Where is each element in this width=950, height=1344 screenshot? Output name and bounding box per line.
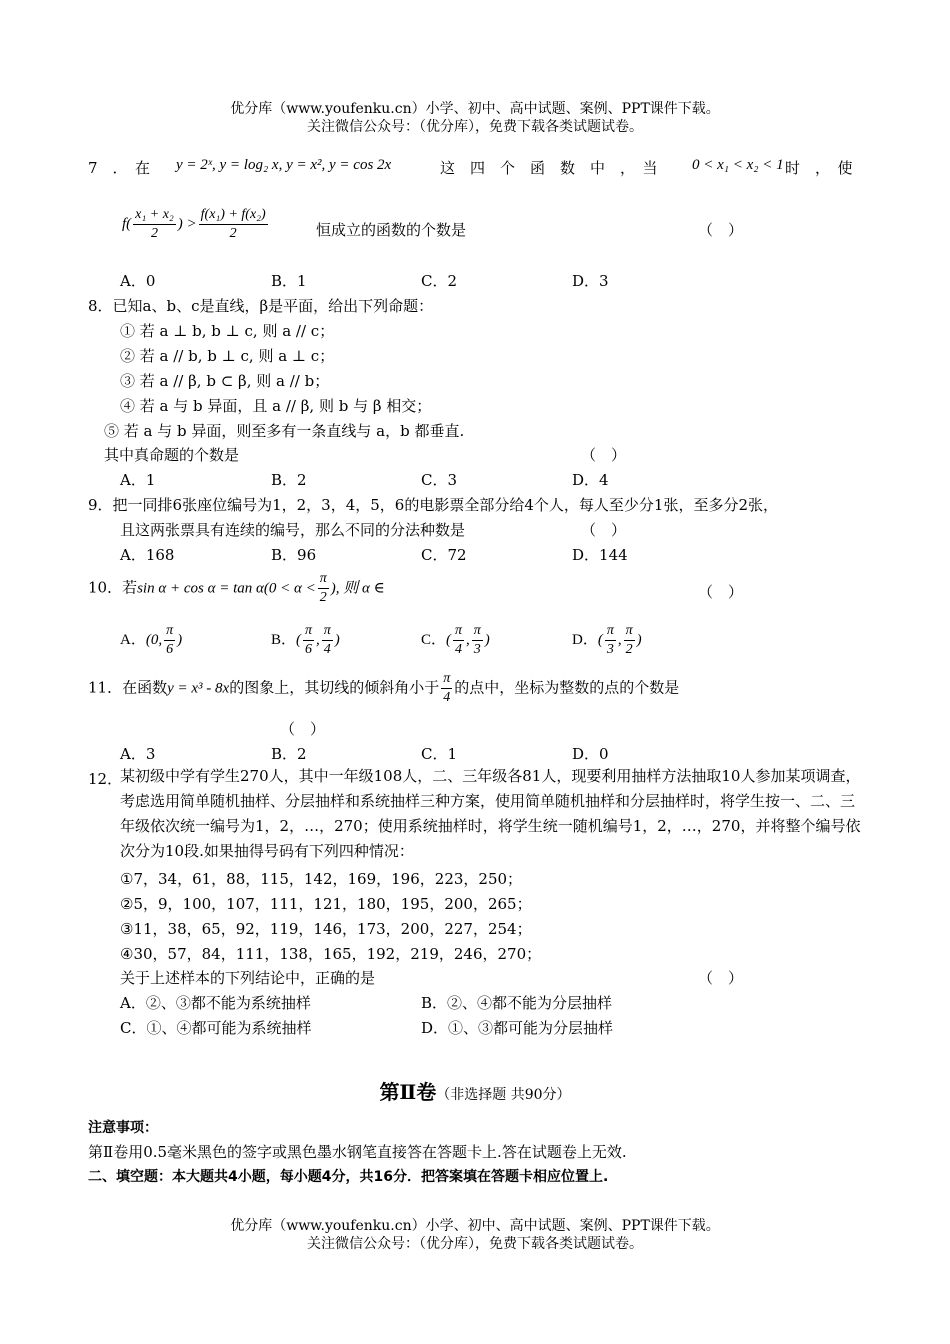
q10-option-b-num-1: π [303, 622, 314, 641]
q7-paren: （ ） [698, 221, 744, 239]
header-line-2: 关注微信公众号：（优分库），免费下载各类试题试卷。 [307, 119, 643, 135]
q10-option-c-den-1: 4 [455, 642, 463, 657]
q7-condition: 0 < x₁ < x₂ < 1 [692, 157, 784, 173]
q12-option-d: D．①、③都可能为分层抽样 [421, 1019, 614, 1037]
q8-option-b: B．2 [271, 471, 307, 489]
q9-paren: （ ） [581, 521, 627, 539]
q9-option-a: A．168 [120, 546, 175, 564]
q7-gt: ) > [177, 215, 197, 232]
q10-option-c-num-1: π [453, 622, 464, 641]
q9-option-c: C．72 [421, 546, 467, 564]
q12-question: 关于上述样本的下列结论中，正确的是 [120, 969, 376, 987]
q11-option-a: A．3 [120, 745, 156, 763]
q10-option-b-label: B． [271, 631, 297, 648]
q12-text: 某初级中学有学生270人，其中一年级108人，二、三年级各81人，现要利用抽样方法抽取10人参加某项调查，考虑选用简单随机抽样、分层抽样和系统抽样三种方案，使用简单随机抽样和分层抽样时，将学生按一、二、三年级依次统一编号为1，2，…，270；使用系统抽样时，将学生统一随机编号1，2，…，270，并将整个编号依次分为10段.如果抽得号码有下列四种情况： [120, 767, 861, 860]
q10-option-a-close: ) [177, 631, 183, 648]
q9-line-2: 且这两张票具有连续的编号，那么不同的分法种数是 [120, 521, 466, 539]
q10-option-c-close: ) [484, 631, 490, 648]
q8-option-a: A．1 [120, 471, 156, 489]
q7-stem-end: 恒成立的函数的个数是 [316, 221, 467, 239]
q12-paren: （ ） [698, 969, 744, 987]
q11-mid: 的图象上，其切线的倾斜角小于 [229, 678, 440, 697]
q7-tail: 时 ， 使 [785, 159, 853, 177]
q12-option-a: A．②、③都不能为系统抽样 [120, 994, 311, 1012]
q10-expr: sin α + cos α = tan α(0 < α < [137, 580, 316, 597]
q10-two: 2 [319, 590, 327, 605]
q10-option-d-open: ( [597, 631, 603, 648]
q7-frac-2 [199, 206, 268, 243]
q7-option-a: A．0 [120, 272, 156, 290]
q8-paren: （ ） [581, 446, 627, 464]
q10-option-c-num-2: π [472, 622, 483, 641]
q10-option-a-num: π [164, 622, 175, 641]
q11-stem [88, 670, 679, 707]
q12-option-c: C．①、④都可能为系统抽样 [120, 1019, 312, 1037]
q12-case-2: ②5，9，100，107，111，121，180，195，200，265； [120, 895, 532, 913]
q8-item-2: ② 若 a // b, b ⊥ c, 则 a ⊥ c； [120, 347, 335, 365]
q8-item-5: ⑤ 若 a 与 b 异面，则至多有一条直线与 a，b 都垂直. [104, 422, 465, 440]
q7-inequality [122, 206, 270, 243]
q10-option-a-open: (0, [145, 631, 163, 648]
q10-number: 10．若 [88, 578, 138, 597]
q10-option-d-close: ) [636, 631, 642, 648]
q12-option-b: B．②、④都不能为分层抽样 [421, 994, 613, 1012]
q11-option-b: B．2 [271, 745, 307, 763]
q10-option-b-frac-2 [322, 622, 333, 659]
q10-option-c-frac-2 [472, 622, 483, 659]
q10-option-d-num-1: π [605, 622, 616, 641]
q8-option-c: C．3 [421, 471, 458, 489]
q7-f-left: f( [122, 215, 132, 232]
q10-option-c-open: ( [446, 631, 452, 648]
footer-line-2: 关注微信公众号：（优分库），免费下载各类试题试卷。 [307, 1236, 643, 1252]
q10-option-d-frac-2 [624, 622, 635, 659]
notes-heading: 注意事项： [88, 1120, 158, 1136]
q7-option-d: D．3 [572, 272, 609, 290]
q12-case-3: ③11，38，65，92，119，146，173，200，227，254； [120, 920, 532, 938]
fill-in-heading: 二、填空题：本大题共4小题，每小题4分，共16分．把答案填在答题卡相应位置上. [88, 1169, 609, 1185]
section-2-title: 第Ⅱ卷 [379, 1080, 437, 1104]
q11-pi-over-4 [441, 670, 452, 707]
q7-functions: y = 2ˣ, y = log₂ x, y = x², y = cos 2x [176, 157, 392, 173]
q7-number: 7 ． 在 [88, 159, 151, 177]
section-2-subtitle: （非选择题 共90分） [436, 1087, 571, 1103]
q8-option-d: D．4 [572, 471, 609, 489]
q10-option-c-frac-1 [453, 622, 464, 659]
q10-option-d-num-2: π [624, 622, 635, 641]
q10-option-d-den-1: 3 [606, 642, 614, 657]
q7-frac-1-den: 2 [150, 226, 158, 241]
q11-four: 4 [443, 690, 451, 705]
q7-frac-1 [133, 206, 176, 243]
notes-text: 第Ⅱ卷用0.5毫米黑色的签字或黑色墨水钢笔直接答在答题卡上.答在试题卷上无效. [88, 1143, 627, 1161]
q8-item-1: ① 若 a ⊥ b, b ⊥ c, 则 a // c； [120, 322, 335, 340]
q7-frac-2-den: 2 [229, 226, 237, 241]
q10-pi: π [318, 570, 329, 589]
q10-option-c: C．( $\frac{\pi}{4}$ , $\frac{\pi}{3}$ ) [421, 623, 490, 657]
q12-case-1: ①7，34，61，88，115，142，169，196，223，250； [120, 870, 523, 888]
header-line-1: 优分库（www.youfenku.cn）小学、初中、高中试题、案例、PPT课件下载。 [230, 101, 720, 117]
q11-option-c: C．1 [421, 745, 458, 763]
q10-option-a-den: 6 [166, 642, 174, 657]
q11-pre: 11．在函数 [88, 678, 168, 697]
q11-pi: π [441, 670, 452, 689]
q10-tail: ), 则 α ∈ [330, 580, 385, 597]
q10-option-b-den-1: 6 [305, 642, 313, 657]
q9-option-d: D．144 [572, 546, 628, 564]
q10-option-b-den-2: 4 [323, 642, 331, 657]
footer-line-1: 优分库（www.youfenku.cn）小学、初中、高中试题、案例、PPT课件下载。 [230, 1218, 720, 1234]
section-2-heading [0, 1076, 950, 1105]
q11-post: 的点中，坐标为整数的点的个数是 [454, 678, 680, 697]
q10-option-a [120, 622, 182, 659]
q9-option-b: B．96 [271, 546, 317, 564]
q11-option-d: D．0 [572, 745, 609, 763]
q10-option-a-frac [164, 622, 175, 659]
q10-stem [88, 570, 385, 607]
q8-item-4: ④ 若 a 与 b 异面，且 a // β, 则 b 与 β 相交； [120, 397, 432, 415]
q7-mid: 这 四 个 函 数 中 ， 当 [440, 159, 658, 177]
q10-option-b-close: ) [334, 631, 340, 648]
q10-paren: （ ） [698, 583, 744, 601]
q7-frac-2-num: f(x₁) + f(x₂) [199, 206, 268, 225]
q11-paren: （ ） [280, 720, 326, 738]
q10-option-b: B．( $\frac{\pi}{6}$ , $\frac{\pi}{4}$ ) [271, 623, 340, 657]
q10-option-b-open: ( [296, 631, 302, 648]
q7-option-c: C．2 [421, 272, 458, 290]
q12-number: 12． [88, 770, 123, 788]
q10-option-d-frac-1 [605, 622, 616, 659]
q12-case-4: ④30，57，84，111，138，165，192，219，246，270； [120, 945, 542, 963]
q10-option-d-den-2: 2 [625, 642, 633, 657]
q10-option-d-label: D． [572, 631, 598, 648]
q7-option-b: B．1 [271, 272, 307, 290]
q11-func: y = x³ - 8x [167, 680, 230, 697]
q10-option-c-label: C． [421, 631, 447, 648]
q8-stem: 8．已知a、b、c是直线，β是平面，给出下列命题： [88, 297, 434, 315]
q8-question: 其中真命题的个数是 [104, 446, 240, 464]
q9-line-1: 9．把一同排6张座位编号为1，2，3，4，5，6的电影票全部分给4个人，每人至少分1张，至多分2张， [88, 496, 778, 514]
q10-pi-over-2 [318, 570, 329, 607]
q10-option-b-num-2: π [322, 622, 333, 641]
q10-option-a-label: A． [120, 631, 146, 648]
q8-item-3: ③ 若 a // β, b ⊂ β, 则 a // b； [120, 372, 330, 390]
q10-option-c-den-2: 3 [473, 642, 481, 657]
q10-option-d: D．( $\frac{\pi}{3}$ , $\frac{\pi}{2}$ ) [572, 623, 642, 657]
q7-frac-1-num: x₁ + x₂ [133, 206, 176, 225]
q10-option-b-frac-1 [303, 622, 314, 659]
